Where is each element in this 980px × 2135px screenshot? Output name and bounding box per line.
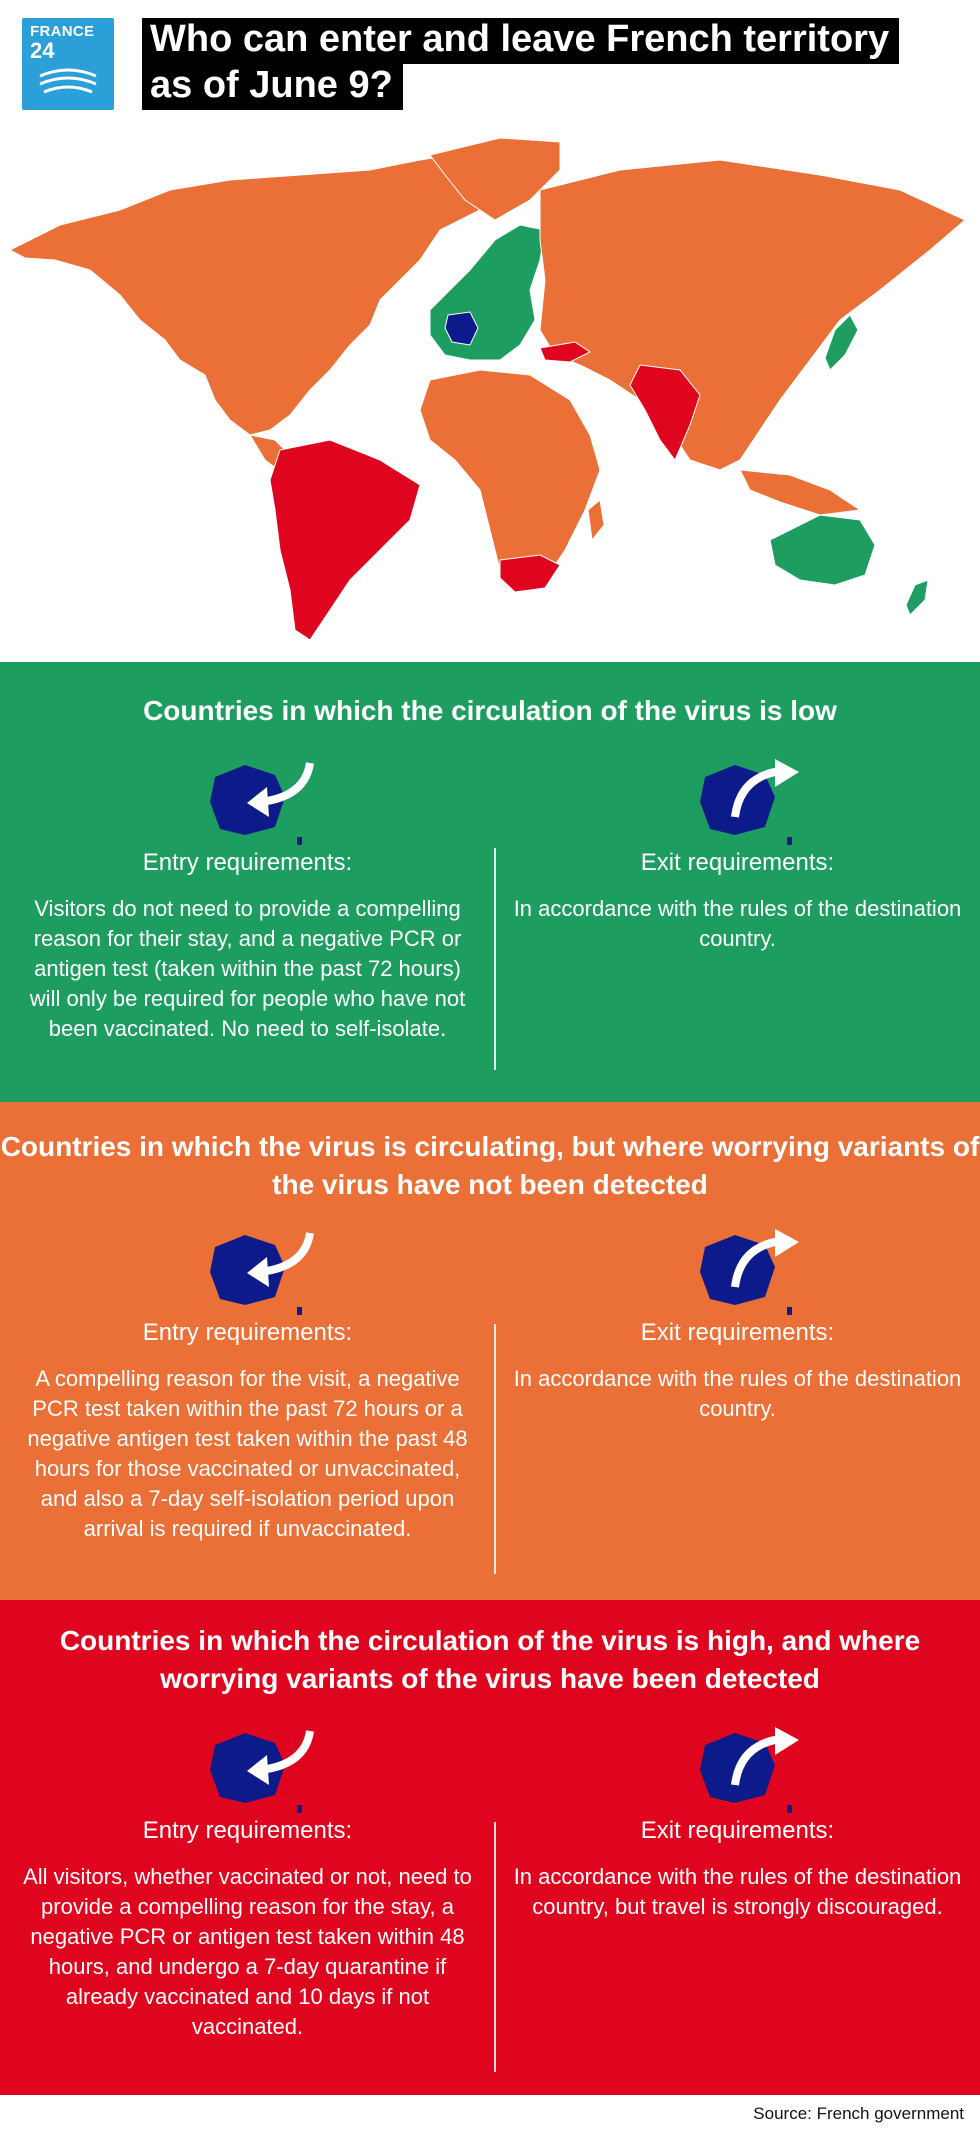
- map-australia: [770, 515, 875, 585]
- map-southeast-asia: [740, 470, 860, 515]
- france-exit-icon: [695, 1227, 805, 1317]
- source-credit: Source: French government: [753, 2104, 964, 2123]
- globe-waves-icon: [36, 62, 100, 102]
- entry-label: Entry requirements:: [142, 1817, 353, 1844]
- world-map: [0, 130, 980, 662]
- map-new-zealand: [906, 580, 928, 615]
- section-low-circulation: [0, 662, 980, 1102]
- exit-label: Exit requirements:: [640, 1319, 835, 1346]
- entry-label: Entry requirements:: [142, 1319, 353, 1346]
- entry-text: Visitors do not need to provide a compelling reason for their stay, and a negative PCR or antigen test (taken within the past 72 hours) will only be required for people who have not been vaccinated. No need to self-isolate.: [29, 896, 466, 1041]
- column-divider: [494, 1324, 496, 1574]
- logo-line1: FRANCE: [30, 23, 95, 40]
- header: [0, 0, 980, 130]
- section-title: Countries in which the circulation of the virus is low: [143, 695, 837, 726]
- entry-label: Entry requirements:: [142, 849, 353, 876]
- france-exit-icon: [695, 757, 805, 847]
- page-title-line1: Who can enter and leave French territory: [142, 18, 899, 64]
- france-entry-icon: [205, 1227, 315, 1317]
- exit-text: In accordance with the rules of the destination country.: [513, 896, 962, 951]
- map-europe: [430, 225, 545, 360]
- column-divider: [494, 848, 496, 1070]
- map-south-africa: [500, 555, 560, 592]
- map-madagascar: [588, 500, 604, 540]
- france24-logo: [22, 18, 114, 110]
- exit-text: In accordance with the rules of the destination country, but travel is strongly discouraged.: [513, 1864, 962, 1919]
- map-africa: [420, 370, 600, 590]
- exit-label: Exit requirements:: [640, 1817, 835, 1844]
- entry-text: All visitors, whether vaccinated or not, need to provide a compelling reason for the stay, a negative PCR or antigen test taken within 48 hours, and undergo a 7-day quarantine if already vaccinated and 10 days if not vaccinated.: [23, 1864, 472, 2039]
- logo-line2: 24: [30, 38, 55, 63]
- page-title-line2: as of June 9?: [142, 64, 403, 110]
- section-title: Countries in which the virus is circulating, but where worrying variants of the virus have not been detected: [0, 1131, 980, 1200]
- section-high-circulation: [0, 1600, 980, 2095]
- france-exit-icon: [695, 1725, 805, 1815]
- entry-text: A compelling reason for the visit, a negative PCR test taken within the past 72 hours or a negative antigen test taken within the past 48 hours for those vaccinated or unvaccinated, and also a 7-day self-isolation period upon arrival is required if unvaccinated.: [27, 1366, 468, 1541]
- column-divider: [494, 1822, 496, 2072]
- section-title: Countries in which the circulation of the virus is high, and where worrying variants of the virus have been detected: [59, 1625, 921, 1694]
- france-entry-icon: [205, 757, 315, 847]
- map-asia: [540, 160, 965, 470]
- section-medium-circulation: [0, 1102, 980, 1600]
- exit-label: Exit requirements:: [640, 849, 835, 876]
- france-entry-icon: [205, 1725, 315, 1815]
- map-south-america: [270, 440, 420, 640]
- exit-text: In accordance with the rules of the destination country.: [513, 1366, 962, 1421]
